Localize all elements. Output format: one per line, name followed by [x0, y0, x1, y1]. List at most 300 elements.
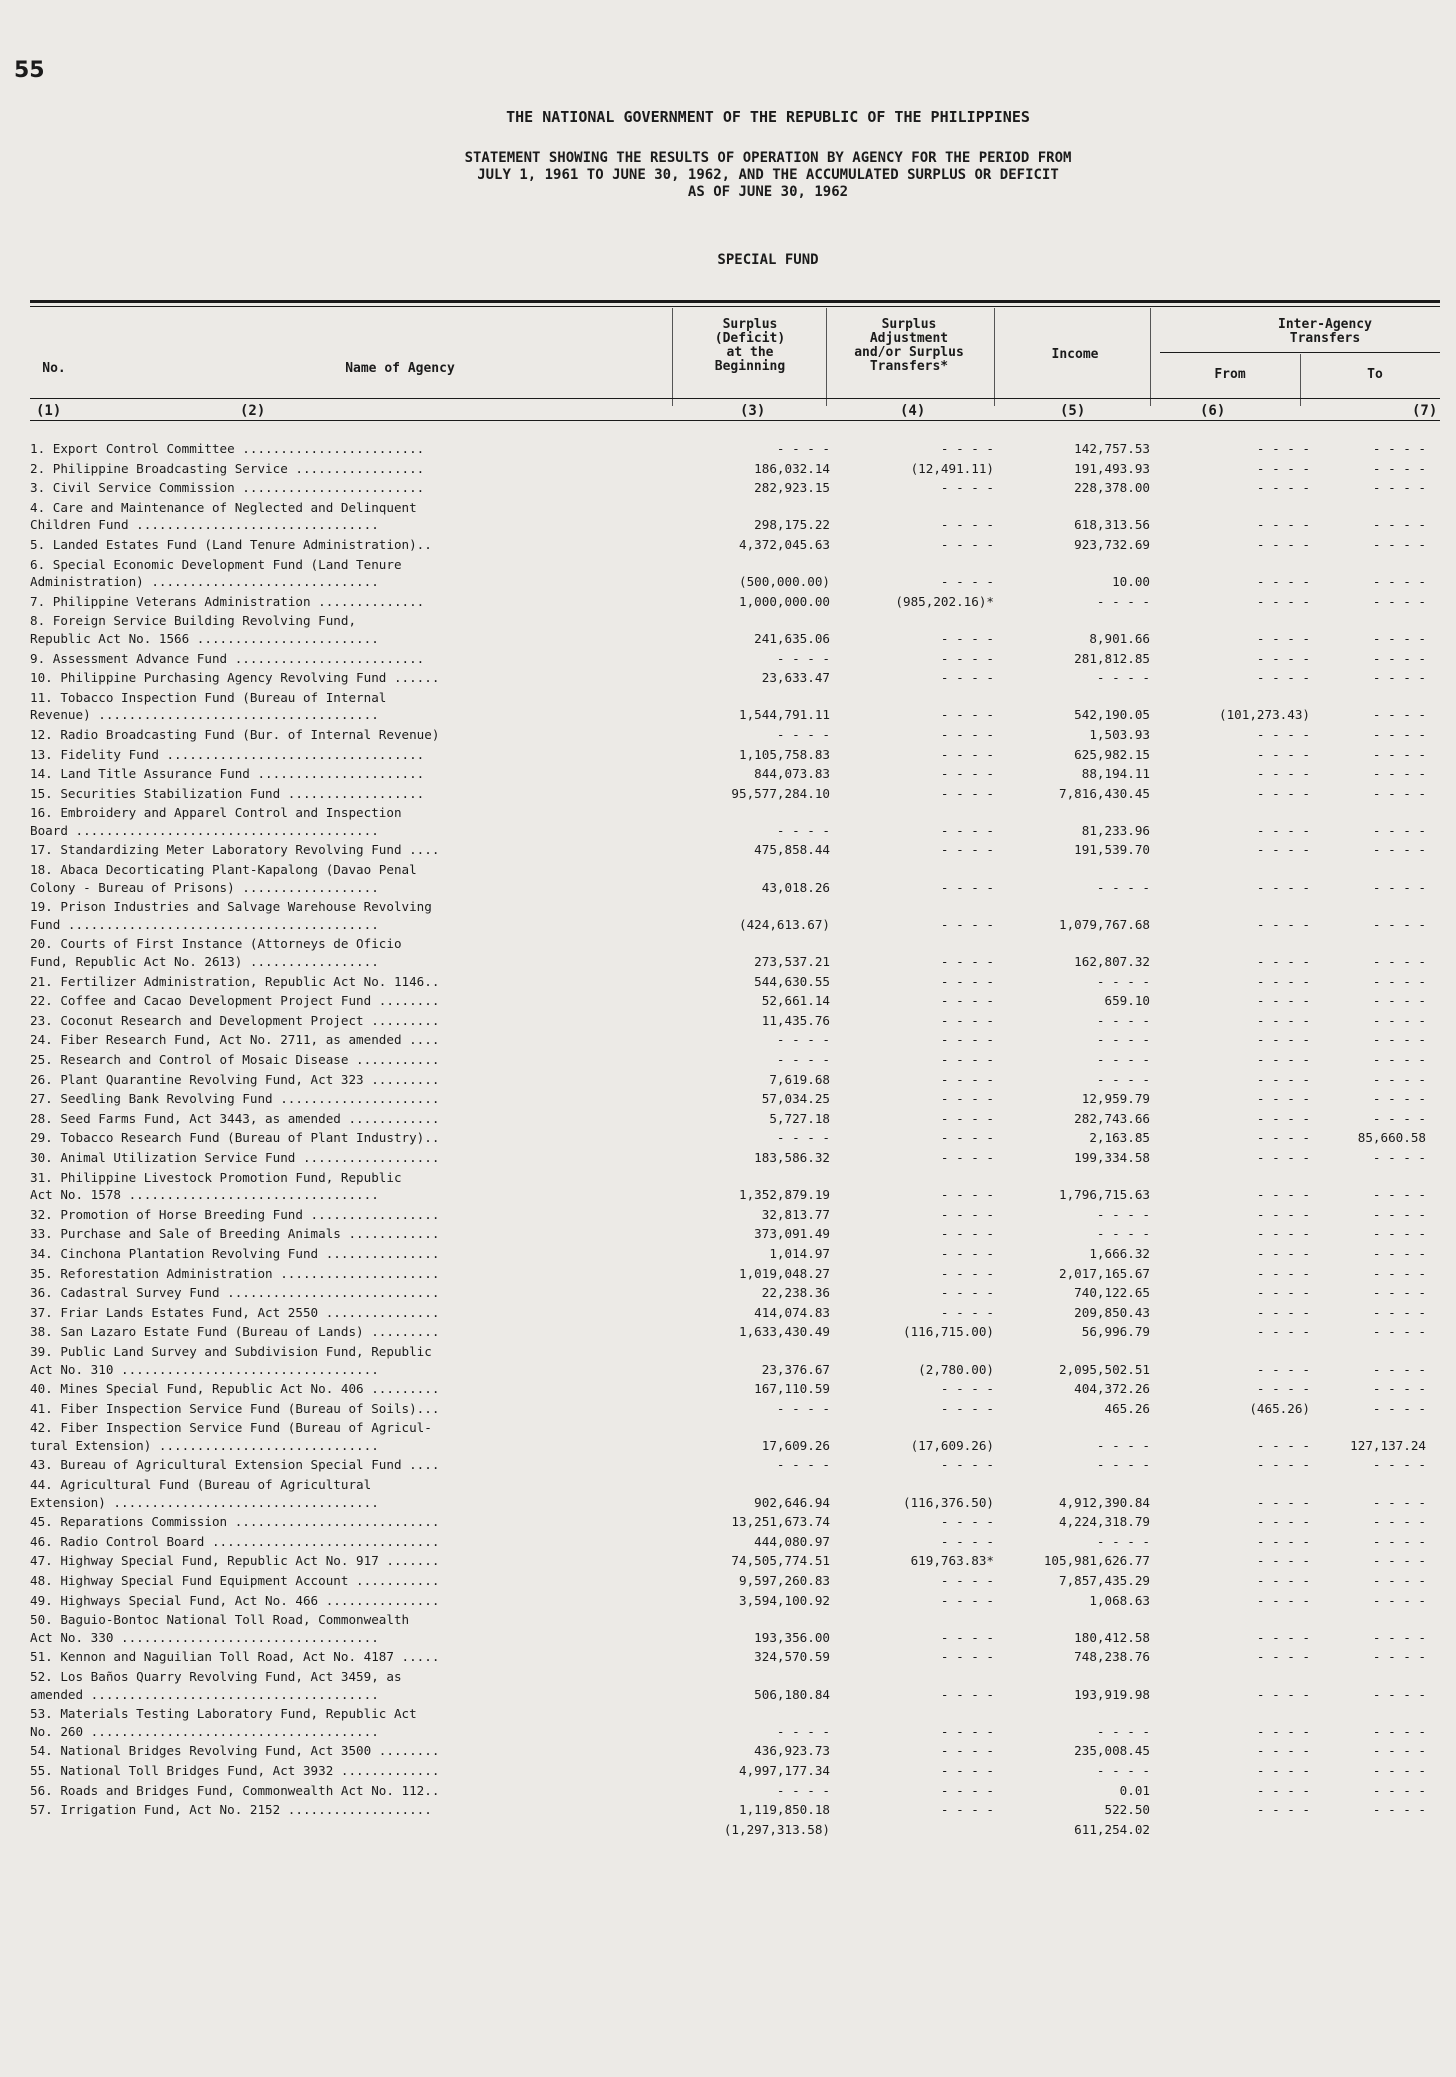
amount-cell-c3: 902,646.94: [754, 1494, 830, 1510]
amount-cell-c3: 13,251,673.74: [731, 1514, 830, 1530]
amount-cell-c5: 199,334.58: [1074, 1149, 1150, 1165]
amount-cell-c7: - - - -: [1372, 842, 1426, 858]
col-header-agency: Name of Agency: [345, 361, 455, 376]
amount-cell-c3: 4,997,177.34: [739, 1762, 830, 1778]
table-row: [0, 1031, 1456, 1051]
amount-cell-c6: - - - -: [1256, 842, 1310, 858]
amount-cell-c7: - - - -: [1372, 1629, 1426, 1645]
amount-cell-c7: - - - -: [1372, 1206, 1426, 1222]
amount-cell-c5: 88,194.11: [1081, 766, 1150, 782]
amount-cell-c5: 2,095,502.51: [1059, 1361, 1150, 1377]
amount-cell-c4: - - - -: [940, 954, 994, 970]
agency-name: 15. Securities Stabilization Fund ..................: [30, 785, 425, 801]
amount-cell-c4: - - - -: [940, 916, 994, 932]
table-row: [0, 1552, 1456, 1572]
amount-cell-c3: 193,356.00: [754, 1629, 830, 1645]
amount-cell-c3: - - - -: [776, 1052, 830, 1067]
table-row: [0, 746, 1456, 766]
table-row: [0, 1245, 1456, 1265]
table-row: [0, 935, 1456, 972]
agency-name: 22. Coffee and Cacao Development Project Fund ........: [30, 993, 440, 1009]
amount-cell-c3: 298,175.22: [754, 517, 830, 533]
amount-cell-c4: - - - -: [940, 746, 994, 762]
agency-name: 16. Embroidery and Apparel Control and Inspection Board ........................................: [30, 805, 402, 838]
table-row: [0, 1225, 1456, 1245]
amount-cell-c6: - - - -: [1256, 1573, 1310, 1589]
amount-cell-c4: - - - -: [940, 1381, 994, 1397]
amount-cell-c7: - - - -: [1372, 1245, 1426, 1261]
agency-name: 36. Cadastral Survey Fund ............................: [30, 1285, 440, 1301]
table-row: [0, 1206, 1456, 1226]
table-row: [0, 1149, 1456, 1169]
col-number: (2): [240, 403, 266, 419]
amount-cell-c3: 544,630.55: [754, 973, 830, 989]
agency-name: 46. Radio Control Board ..............................: [30, 1533, 440, 1549]
table-row: [0, 1343, 1456, 1380]
amount-cell-c7: - - - -: [1372, 1381, 1426, 1397]
amount-cell-c7: - - - -: [1372, 460, 1426, 476]
amount-cell-c7: - - - -: [1372, 593, 1426, 609]
table-row: [0, 536, 1456, 556]
table-row: [0, 1592, 1456, 1612]
table-row: [0, 1456, 1456, 1476]
amount-cell-c4: - - - -: [940, 1285, 994, 1301]
amount-cell-c3: - - - -: [776, 1457, 830, 1473]
col-header-surplus-beginning: Surplus (Deficit) at the Beginning: [714, 317, 786, 374]
table-row: [0, 593, 1456, 613]
table-row: [0, 1782, 1456, 1802]
amount-cell-c3: 436,923.73: [754, 1743, 830, 1759]
agency-name: 18. Abaca Decorticating Plant-Kapalong (Davao Penal Colony - Bureau of Prisons) ..................: [30, 862, 417, 895]
amount-cell-c5: 659.10: [1104, 993, 1150, 1009]
amount-cell-c7: - - - -: [1372, 1400, 1426, 1416]
col-header-from: From: [1214, 367, 1246, 382]
amount-cell-c7: - - - -: [1372, 1149, 1426, 1165]
col-header-income: Income: [1051, 347, 1099, 362]
agency-name: 50. Baguio-Bontoc National Toll Road, Commonwealth Act No. 330 ..................................: [30, 1612, 410, 1645]
table-row: [0, 612, 1456, 649]
col-number: (7): [1412, 403, 1438, 419]
amount-cell-c3: 74,505,774.51: [731, 1553, 830, 1569]
amount-cell-c7: - - - -: [1372, 726, 1426, 742]
amount-cell-c7: - - - -: [1372, 1573, 1426, 1589]
amount-cell-c3: 1,000,000.00: [739, 593, 830, 609]
col-separator: [994, 308, 995, 406]
amount-cell-c6: - - - -: [1256, 670, 1310, 686]
amount-cell-c5: 180,412.58: [1074, 1629, 1150, 1645]
amount-cell-c6: - - - -: [1256, 1782, 1310, 1798]
agency-name: 41. Fiber Inspection Service Fund (Bureau of Soils)...: [30, 1400, 440, 1416]
table-row: [0, 1742, 1456, 1762]
amount-cell-c5: 465.26: [1104, 1400, 1150, 1416]
amount-cell-c6: - - - -: [1256, 1012, 1310, 1028]
amount-cell-c4: - - - -: [940, 879, 994, 895]
amount-cell-c3: 282,923.15: [754, 480, 830, 496]
amount-cell-c4: - - - -: [940, 1514, 994, 1530]
amount-cell-c5: 2,017,165.67: [1059, 1265, 1150, 1281]
agency-name: 56. Roads and Bridges Fund, Commonwealth Act No. 112..: [30, 1782, 440, 1798]
amount-cell-c4: - - - -: [940, 536, 994, 552]
amount-cell-c3: 1,352,879.19: [739, 1187, 830, 1203]
agency-name: 1. Export Control Committee ........................: [30, 441, 425, 456]
amount-cell-c7: - - - -: [1372, 1782, 1426, 1798]
agency-name: 54. National Bridges Revolving Fund, Act 3500 ........: [30, 1743, 440, 1759]
agency-name: 23. Coconut Research and Development Project .........: [30, 1012, 440, 1028]
amount-cell-c6: - - - -: [1256, 1130, 1310, 1146]
table-row: [0, 992, 1456, 1012]
amount-cell-c7: - - - -: [1372, 879, 1426, 895]
amount-cell-c5: 748,238.76: [1074, 1649, 1150, 1665]
amount-cell-c5: - - - -: [1096, 1762, 1150, 1778]
table-row: [0, 841, 1456, 861]
table-row: [0, 726, 1456, 746]
amount-cell-c6: - - - -: [1256, 1110, 1310, 1126]
agency-name: 5. Landed Estates Fund (Land Tenure Administration)..: [30, 536, 432, 552]
amount-cell-c6: - - - -: [1256, 1649, 1310, 1665]
agency-name: 38. San Lazaro Estate Fund (Bureau of Lands) .........: [30, 1324, 440, 1340]
amount-cell-c7: - - - -: [1372, 1533, 1426, 1549]
table-row: [0, 1129, 1456, 1149]
header-second-rule: [30, 306, 1440, 307]
agency-name: 19. Prison Industries and Salvage Warehouse Revolving Fund .........................................: [30, 899, 432, 932]
amount-cell-c7: 85,660.58: [1357, 1130, 1426, 1146]
amount-cell-c5: 542,190.05: [1074, 707, 1150, 723]
amount-cell-c6: - - - -: [1256, 1091, 1310, 1107]
amount-cell-c7: - - - -: [1372, 650, 1426, 666]
col-header-inter-agency: Inter-Agency Transfers: [1278, 317, 1372, 346]
agency-name: 42. Fiber Inspection Service Fund (Bureau of Agricul- tural Extension) .............................: [30, 1420, 432, 1453]
amount-cell-c4: - - - -: [940, 480, 994, 496]
amount-cell-c6: - - - -: [1256, 1723, 1310, 1739]
agency-name: 3. Civil Service Commission ........................: [30, 480, 425, 496]
amount-cell-c3: (500,000.00): [739, 574, 830, 590]
agency-name: 35. Reforestation Administration .....................: [30, 1265, 440, 1281]
amount-cell-c7: - - - -: [1372, 1265, 1426, 1281]
amount-cell-c3: 4,372,045.63: [739, 536, 830, 552]
amount-cell-c3: 506,180.84: [754, 1686, 830, 1702]
amount-cell-c6: - - - -: [1256, 1514, 1310, 1530]
amount-cell-c7: - - - -: [1372, 574, 1426, 590]
amount-cell-c5: 618,313.56: [1074, 517, 1150, 533]
amount-cell-c5: 191,539.70: [1074, 842, 1150, 858]
amount-cell-c4: (2,780.00): [918, 1361, 994, 1377]
agency-name: 47. Highway Special Fund, Republic Act No. 917 .......: [30, 1553, 440, 1569]
amount-cell-c6: - - - -: [1256, 1052, 1310, 1067]
amount-cell-c3: 414,074.83: [754, 1304, 830, 1320]
agency-name: 57. Irrigation Fund, Act No. 2152 ...................: [30, 1802, 432, 1818]
amount-cell-c5: 923,732.69: [1074, 536, 1150, 552]
amount-cell-c7: - - - -: [1372, 1052, 1426, 1067]
fund-heading: SPECIAL FUND: [717, 252, 819, 268]
amount-cell-c5: 1,068.63: [1089, 1592, 1150, 1608]
agency-name: 4. Care and Maintenance of Neglected and Delinquent Children Fund ................................: [30, 499, 417, 533]
amount-cell-c6: - - - -: [1256, 1206, 1310, 1222]
amount-cell-c6: - - - -: [1256, 1285, 1310, 1301]
amount-cell-c5: 1,666.32: [1089, 1245, 1150, 1261]
table-row: [0, 1110, 1456, 1130]
amount-cell-c4: - - - -: [940, 441, 994, 456]
amount-cell-c5: 191,493.93: [1074, 460, 1150, 476]
amount-cell-c6: - - - -: [1256, 726, 1310, 742]
amount-cell-c5: 7,857,435.29: [1059, 1573, 1150, 1589]
agency-name: 37. Friar Lands Estates Fund, Act 2550 ...............: [30, 1304, 440, 1320]
amount-cell-c7: - - - -: [1372, 630, 1426, 646]
header-bottom-rule: [30, 398, 1440, 399]
amount-cell-c6: - - - -: [1256, 630, 1310, 646]
amount-cell-c5: - - - -: [1096, 593, 1150, 609]
amount-cell-c6: - - - -: [1256, 1494, 1310, 1510]
table-row: [0, 1476, 1456, 1513]
amount-cell-c5: 209,850.43: [1074, 1304, 1150, 1320]
amount-cell-c7: - - - -: [1372, 1091, 1426, 1107]
table-row: [0, 479, 1456, 499]
amount-cell-c5: 740,122.65: [1074, 1285, 1150, 1301]
table-row: [0, 1304, 1456, 1324]
amount-cell-c5: 281,812.85: [1074, 650, 1150, 666]
amount-cell-c5: 611,254.02: [1074, 1821, 1150, 1837]
amount-cell-c7: - - - -: [1372, 1743, 1426, 1759]
amount-cell-c3: (1,297,313.58): [723, 1821, 830, 1837]
amount-cell-c4: - - - -: [940, 1649, 994, 1665]
amount-cell-c6: - - - -: [1256, 574, 1310, 590]
table-row: [0, 1380, 1456, 1400]
amount-cell-c4: - - - -: [940, 1457, 994, 1473]
amount-cell-c6: - - - -: [1256, 822, 1310, 838]
amount-cell-c4: (116,715.00): [903, 1324, 994, 1340]
amount-cell-c5: 142,757.53: [1074, 441, 1150, 456]
agency-name: 12. Radio Broadcasting Fund (Bur. of Internal Revenue): [30, 726, 440, 742]
col-separator: [826, 308, 827, 406]
amount-cell-c4: - - - -: [940, 785, 994, 801]
amount-cell-c3: 241,635.06: [754, 630, 830, 646]
amount-cell-c4: - - - -: [940, 1032, 994, 1048]
amount-cell-c4: - - - -: [940, 1206, 994, 1222]
amount-cell-c6: - - - -: [1256, 441, 1310, 456]
agency-name: 21. Fertilizer Administration, Republic Act No. 1146..: [30, 973, 440, 989]
amount-cell-c7: - - - -: [1372, 707, 1426, 723]
amount-cell-c6: - - - -: [1256, 517, 1310, 533]
amount-cell-c5: - - - -: [1096, 1437, 1150, 1453]
amount-cell-c6: - - - -: [1256, 1032, 1310, 1048]
inter-agency-rule: [1160, 352, 1440, 353]
amount-cell-c6: - - - -: [1256, 1437, 1310, 1453]
table-row: [0, 1051, 1456, 1071]
amount-cell-c7: - - - -: [1372, 1226, 1426, 1242]
col-number: (4): [900, 403, 926, 419]
amount-cell-c6: - - - -: [1256, 1686, 1310, 1702]
amount-cell-c7: - - - -: [1372, 1649, 1426, 1665]
amount-cell-c6: - - - -: [1256, 1071, 1310, 1087]
amount-cell-c4: - - - -: [940, 726, 994, 742]
amount-cell-c6: - - - -: [1256, 1457, 1310, 1473]
amount-cell-c7: - - - -: [1372, 670, 1426, 686]
amount-cell-c7: - - - -: [1372, 441, 1426, 456]
col-separator: [1150, 308, 1151, 406]
table-row: [0, 1648, 1456, 1668]
amount-cell-c3: 23,376.67: [761, 1361, 830, 1377]
table-row: [0, 1012, 1456, 1032]
amount-cell-c3: 444,080.97: [754, 1533, 830, 1549]
amount-cell-c5: 2,163.85: [1089, 1130, 1150, 1146]
agency-name: 45. Reparations Commission ...........................: [30, 1514, 440, 1530]
amount-cell-c3: 17,609.26: [761, 1437, 830, 1453]
col-number: (1): [36, 403, 62, 419]
amount-cell-c4: - - - -: [940, 1802, 994, 1818]
table-row: [0, 1801, 1456, 1821]
amount-cell-c7: - - - -: [1372, 1012, 1426, 1028]
amount-cell-c3: - - - -: [776, 822, 830, 838]
amount-cell-c6: - - - -: [1256, 1802, 1310, 1818]
amount-cell-c4: - - - -: [940, 1226, 994, 1242]
amount-cell-c7: - - - -: [1372, 993, 1426, 1009]
amount-cell-c3: 273,537.21: [754, 954, 830, 970]
amount-cell-c3: 22,238.36: [761, 1285, 830, 1301]
amount-cell-c7: - - - -: [1372, 766, 1426, 782]
agency-name: 43. Bureau of Agricultural Extension Special Fund ....: [30, 1457, 440, 1473]
amount-cell-c6: - - - -: [1256, 536, 1310, 552]
amount-cell-c3: 95,577,284.10: [731, 785, 830, 801]
amount-cell-c4: - - - -: [940, 670, 994, 686]
agency-name: 7. Philippine Veterans Administration ..............: [30, 593, 425, 609]
amount-cell-c4: - - - -: [940, 1723, 994, 1739]
amount-cell-c5: - - - -: [1096, 670, 1150, 686]
amount-cell-c6: - - - -: [1256, 1149, 1310, 1165]
amount-cell-c4: (985,202.16)*: [895, 593, 994, 609]
amount-cell-c6: - - - -: [1256, 1533, 1310, 1549]
col-number: (6): [1200, 403, 1226, 419]
amount-cell-c5: 4,224,318.79: [1059, 1514, 1150, 1530]
amount-cell-c4: 619,763.83*: [910, 1553, 994, 1569]
amount-cell-c6: - - - -: [1256, 1762, 1310, 1778]
amount-cell-c5: - - - -: [1096, 1012, 1150, 1028]
agency-name: 20. Courts of First Instance (Attorneys de Oficio Fund, Republic Act No. 2613) .................: [30, 936, 402, 970]
agency-name: 2. Philippine Broadcasting Service .................: [30, 460, 425, 476]
amount-cell-c7: - - - -: [1372, 1494, 1426, 1510]
amount-cell-c5: - - - -: [1096, 879, 1150, 895]
amount-cell-c6: - - - -: [1256, 954, 1310, 970]
amount-cell-c3: - - - -: [776, 1400, 830, 1416]
amount-cell-c7: 127,137.24: [1350, 1437, 1426, 1453]
page-number: 55: [14, 58, 45, 83]
agency-name: 30. Animal Utilization Service Fund ..................: [30, 1149, 440, 1165]
header-top-rule: [30, 300, 1440, 303]
amount-cell-c5: 12,959.79: [1081, 1091, 1150, 1107]
table-row: [0, 785, 1456, 805]
agency-name: 49. Highways Special Fund, Act No. 466 ...............: [30, 1592, 440, 1608]
amount-cell-c4: - - - -: [940, 1187, 994, 1203]
amount-cell-c5: - - - -: [1096, 1052, 1150, 1067]
amount-cell-c4: - - - -: [940, 1149, 994, 1165]
amount-cell-c7: - - - -: [1372, 916, 1426, 932]
amount-cell-c7: - - - -: [1372, 1071, 1426, 1087]
amount-cell-c4: - - - -: [940, 842, 994, 858]
agency-name: 52. Los Baños Quarry Revolving Fund, Act 3459, as amended ......................................: [30, 1669, 402, 1702]
amount-cell-c5: 1,796,715.63: [1059, 1187, 1150, 1203]
amount-cell-c5: 56,996.79: [1081, 1324, 1150, 1340]
amount-cell-c6: - - - -: [1256, 593, 1310, 609]
amount-cell-c7: - - - -: [1372, 1553, 1426, 1569]
amount-cell-c3: 32,813.77: [761, 1206, 830, 1222]
amount-cell-c4: - - - -: [940, 973, 994, 989]
amount-cell-c7: - - - -: [1372, 1032, 1426, 1048]
col-header-no: No.: [42, 361, 66, 376]
amount-cell-c3: 7,619.68: [769, 1071, 830, 1087]
amount-cell-c7: - - - -: [1372, 1762, 1426, 1778]
amount-cell-c6: - - - -: [1256, 1743, 1310, 1759]
amount-cell-c6: (101,273.43): [1219, 707, 1310, 723]
amount-cell-c5: 1,503.93: [1089, 726, 1150, 742]
table-row: [0, 1705, 1456, 1742]
amount-cell-c5: 625,982.15: [1074, 746, 1150, 762]
amount-cell-c3: 324,570.59: [754, 1649, 830, 1665]
table-row: [0, 1284, 1456, 1304]
agency-name: 11. Tobacco Inspection Fund (Bureau of Internal Revenue) .....................................: [30, 689, 387, 723]
amount-cell-c5: 522.50: [1104, 1802, 1150, 1818]
agency-name: 32. Promotion of Horse Breeding Fund .................: [30, 1206, 440, 1222]
table-row: [0, 1668, 1456, 1705]
amount-cell-c5: - - - -: [1096, 973, 1150, 989]
amount-cell-c3: 844,073.83: [754, 766, 830, 782]
amount-cell-c5: 193,919.98: [1074, 1686, 1150, 1702]
amount-cell-c6: - - - -: [1256, 746, 1310, 762]
table-row: [0, 650, 1456, 670]
amount-cell-c5: 4,912,390.84: [1059, 1494, 1150, 1510]
amount-cell-c6: - - - -: [1256, 973, 1310, 989]
table-row: [0, 1090, 1456, 1110]
amount-cell-c4: - - - -: [940, 1533, 994, 1549]
document-title: THE NATIONAL GOVERNMENT OF THE REPUBLIC OF THE PHILIPPINES: [506, 108, 1030, 126]
amount-cell-c3: - - - -: [776, 1130, 830, 1146]
amount-cell-c7: - - - -: [1372, 1592, 1426, 1608]
amount-cell-c5: 282,743.66: [1074, 1110, 1150, 1126]
amount-cell-c6: - - - -: [1256, 1226, 1310, 1242]
amount-cell-c4: - - - -: [940, 574, 994, 590]
amount-cell-c7: - - - -: [1372, 822, 1426, 838]
agency-table-body: [0, 440, 1456, 1840]
amount-cell-c3: 1,014.97: [769, 1245, 830, 1261]
amount-cell-c7: - - - -: [1372, 517, 1426, 533]
agency-name: 34. Cinchona Plantation Revolving Fund ...............: [30, 1245, 440, 1261]
amount-cell-c3: 57,034.25: [761, 1091, 830, 1107]
table-row: [0, 973, 1456, 993]
amount-cell-c4: - - - -: [940, 1629, 994, 1645]
amount-cell-c3: 1,633,430.49: [739, 1324, 830, 1340]
amount-cell-c4: - - - -: [940, 1304, 994, 1320]
amount-cell-c5: 81,233.96: [1081, 822, 1150, 838]
amount-cell-c6: - - - -: [1256, 785, 1310, 801]
amount-cell-c3: 1,019,048.27: [739, 1265, 830, 1281]
amount-cell-c3: 11,435.76: [761, 1012, 830, 1028]
amount-cell-c7: - - - -: [1372, 1285, 1426, 1301]
amount-cell-c5: 0.01: [1119, 1782, 1150, 1798]
amount-cell-c4: - - - -: [940, 1592, 994, 1608]
amount-cell-c4: - - - -: [940, 707, 994, 723]
amount-cell-c5: 235,008.45: [1074, 1743, 1150, 1759]
agency-name: 51. Kennon and Naguilian Toll Road, Act No. 4187 .....: [30, 1649, 440, 1665]
amount-cell-c6: - - - -: [1256, 1324, 1310, 1340]
amount-cell-c7: - - - -: [1372, 1802, 1426, 1818]
agency-name: 10. Philippine Purchasing Agency Revolving Fund ......: [30, 670, 440, 686]
col-number: (5): [1060, 403, 1086, 419]
agency-name: 44. Agricultural Fund (Bureau of Agricultural Extension) ...................................: [30, 1477, 379, 1510]
agency-name: 9. Assessment Advance Fund .........................: [30, 650, 425, 666]
table-row: [0, 1513, 1456, 1533]
amount-cell-c7: - - - -: [1372, 1110, 1426, 1126]
amount-cell-c4: - - - -: [940, 1052, 994, 1067]
amount-cell-c4: - - - -: [940, 1245, 994, 1261]
amount-cell-c4: - - - -: [940, 1782, 994, 1798]
amount-cell-c6: (465.26): [1249, 1400, 1310, 1416]
